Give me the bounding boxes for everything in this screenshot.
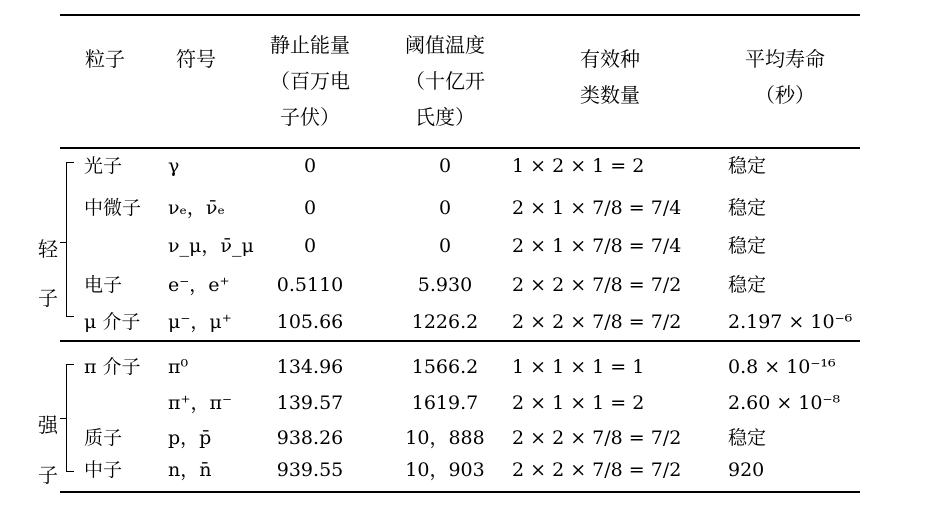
header-lifetime-2: （秒）: [755, 83, 815, 107]
group-hadron-label-1: 强: [38, 413, 58, 437]
header-threshold-temp-1: 阈值温度: [405, 33, 485, 57]
row-life: 2.197 × 10⁻⁶: [728, 311, 853, 333]
row-energy: 0: [303, 235, 317, 257]
header-rule: [60, 147, 860, 149]
row-name: 光子: [84, 155, 123, 177]
group-lepton-brace: [66, 162, 67, 317]
row-species: 2 × 2 × 7/8 = 7/2: [512, 427, 682, 449]
row-symbol: νₑ，ν̄ₑ: [168, 197, 225, 219]
row-species: 2 × 1 × 7/8 = 7/4: [512, 197, 682, 219]
row-name: 中子: [84, 459, 123, 481]
row-energy: 0: [303, 155, 317, 177]
row-species: 2 × 2 × 7/8 = 7/2: [512, 274, 682, 296]
row-name: π 介子: [84, 356, 141, 378]
header-particle: 粒子: [85, 47, 125, 71]
row-symbol: n，n̄: [168, 459, 212, 481]
row-energy: 139.57: [276, 392, 344, 414]
header-rest-energy-2: （百万电: [270, 69, 350, 93]
row-species: 2 × 1 × 7/8 = 7/4: [512, 235, 682, 257]
row-temp: 0: [438, 197, 452, 219]
row-life: 稳定: [728, 235, 767, 257]
row-name: 电子: [84, 274, 123, 296]
row-energy: 105.66: [276, 311, 344, 333]
row-temp: 0: [438, 235, 452, 257]
group-rule: [60, 340, 860, 342]
row-energy: 134.96: [276, 356, 344, 378]
bottom-rule: [60, 491, 860, 493]
row-temp: 1226.2: [411, 311, 479, 333]
row-life: 稳定: [728, 427, 767, 449]
row-symbol: μ⁻，μ⁺: [168, 311, 232, 333]
row-symbol: e⁻，e⁺: [168, 274, 230, 296]
row-temp: 0: [438, 155, 452, 177]
row-energy: 939.55: [276, 459, 344, 481]
row-species: 1 × 1 × 1 = 1: [512, 356, 645, 378]
row-name: μ 介子: [84, 311, 141, 333]
row-life: 920: [728, 459, 765, 481]
row-life: 稳定: [728, 155, 767, 177]
header-threshold-temp-2: （十亿开: [405, 69, 485, 93]
group-lepton-brace-tip: [60, 242, 66, 243]
row-species: 1 × 2 × 1 = 2: [512, 155, 645, 177]
row-symbol: ν_μ，ν̄_μ: [168, 235, 254, 257]
header-symbol: 符号: [176, 47, 216, 71]
row-energy: 0: [303, 197, 317, 219]
row-life: 稳定: [728, 274, 767, 296]
row-temp: 1619.7: [411, 392, 479, 414]
header-species-2: 类数量: [580, 83, 640, 107]
row-life: 0.8 × 10⁻¹⁶: [728, 356, 836, 378]
row-energy: 0.5110: [276, 274, 344, 296]
row-name: 质子: [84, 427, 123, 449]
header-threshold-temp-3: 氏度）: [415, 105, 475, 129]
row-symbol: p，p̄: [168, 427, 212, 449]
row-temp: 10，888: [405, 427, 485, 449]
row-life: 稳定: [728, 197, 767, 219]
group-lepton-label-1: 轻: [38, 237, 58, 261]
group-hadron-label-2: 子: [38, 463, 58, 487]
header-rest-energy-3: 子伏）: [280, 105, 340, 129]
group-hadron-brace-tip: [60, 418, 66, 419]
row-temp: 10，903: [405, 459, 485, 481]
row-symbol: π⁺，π⁻: [168, 392, 233, 414]
row-name: 中微子: [84, 197, 142, 219]
row-species: 2 × 2 × 7/8 = 7/2: [512, 459, 682, 481]
row-species: 2 × 2 × 7/8 = 7/2: [512, 311, 682, 333]
row-energy: 938.26: [276, 427, 344, 449]
row-life: 2.60 × 10⁻⁸: [728, 392, 841, 414]
group-hadron-brace: [66, 364, 67, 472]
header-lifetime-1: 平均寿命: [745, 47, 825, 71]
row-symbol: γ: [168, 155, 180, 177]
row-temp: 5.930: [417, 274, 473, 296]
header-species-1: 有效种: [580, 47, 640, 71]
row-species: 2 × 1 × 1 = 2: [512, 392, 645, 414]
group-lepton-label-2: 子: [38, 286, 58, 310]
top-rule: [60, 14, 860, 16]
row-symbol: π⁰: [168, 356, 189, 378]
header-rest-energy-1: 静止能量: [270, 33, 350, 57]
row-temp: 1566.2: [411, 356, 479, 378]
